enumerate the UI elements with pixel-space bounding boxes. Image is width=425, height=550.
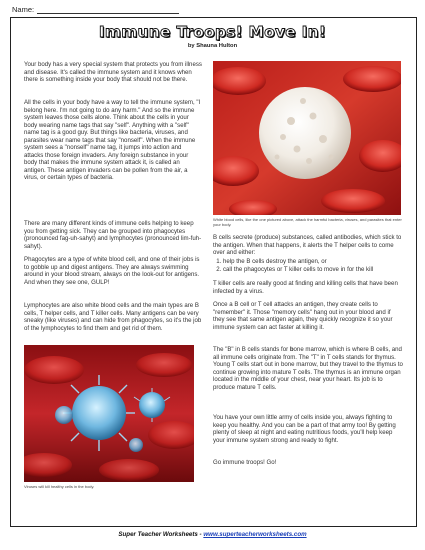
p4-start: The "B" in B cells stands for [213,346,290,353]
p4-rest: one marrow, which is where B cells, and all immune cells originate from. The "T" in T cells stands for thymus. Young T cells start out in bone marrow, but they travel to the thymus to continue growing into mature T cells. The thymus is an immune organ located in the middle of your chest, near your heart. Its job is to produce mature T cells. [213,346,403,391]
p4-bold-letter: b [289,346,294,353]
virus-caption: Viruses will kill healthy cells in the body. [24,484,95,489]
name-field [12,5,179,14]
virus-photo [24,345,194,482]
list-item: 1. help the B cells destroy the antigen, or [223,258,403,266]
right-paragraph-5: You have your own little army of cells inside you, always fighting to keep you healthy. And you can be a part of that army too! By getting plenty of sleep at night and eating nutritious foods, you'll help keep your immune system strong and ready to fight. [213,414,396,444]
white-blood-cell-photo [213,61,401,215]
white-blood-cell-caption: White blood cells, like the one pictured above, attack the harmful bacteria, viruses, and parasites that enter your body. [213,217,402,227]
left-paragraph-3: There are many different kinds of immune cells helping to keep you from getting sick. They can be grouped into phagocytes (pronounced fag-uh-sahyt) and lymphocytes (pronounced lim-fuh-sahyt). [24,220,202,250]
right-paragraph-6: Go immune troops! Go! [213,459,277,466]
footer-brand: Super Teacher Worksheets [118,531,198,538]
name-line [37,6,179,14]
footer [0,531,425,538]
right-paragraph-2: T killer cells are really good at finding and killing cells that have been infected by a virus. [213,280,398,295]
byline: by Shauna Hulton [187,43,238,49]
page-title: Immune Troops! Move In! [98,23,327,41]
right-paragraph-4 [213,346,403,391]
right-list [213,258,403,273]
left-paragraph-5: Lymphocytes are also white blood cells and the main types are B cells, T helper cells, and T killer cells. Many antigens can be very sneaky (like viruses) and can hide from phagocytes, so it's the job of the lymphocytes to find them and get rid of them. [24,302,202,332]
name-label: Name: [12,5,35,14]
right-paragraph-3: Once a B cell or T cell attacks an antigen, they create cells to "remember" it. Those "memory cells" hang out in your blood and if they see that same antigen again, they quickly recognize it so your immune system can act faster at killing it. [213,301,393,331]
right-paragraph-1: B cells secrete (produce) substances, called antibodies, which stick to the antigen. When that happens, it alerts the T helper cells to come over and either: [213,234,402,256]
left-paragraph-2: All the cells in your body have a way to tell the immune system, "I belong here. I'm not going to do any harm." And so the immune system leaves those cells alone. Think about the cells in your body wearing name tags that say "self". Anything with a "self" name tag is a good guy. But things like bacteria, viruses, and parasites wear name tags that say "nonself". When the immune system sees a "nonself" name tag, it jumps into action and attacks those foreign invaders. Any foreign substance in your body that makes the immune system attack it, is called an antigen. These antigen invaders can be pollen from the air, a virus, or certain types of bacteria. [24,99,201,181]
footer-separator: - [197,531,204,538]
left-paragraph-4: Phagocytes are a type of white blood cell, and one of their jobs is to gobble up and digest antigens. They are always swimming around in your blood stream, always on the look-out for antigens. And when they see one, GULP! [24,256,200,286]
footer-url-link[interactable]: www.superteacherworksheets.com [203,531,307,538]
left-paragraph-1: Your body has a very special system that protects you from illness and disease. It's called the immune system and it knows when there is something inside your body that should not be there. [24,61,202,83]
list-item: 2. call the phagocytes or T killer cells to move in for the kill [223,266,403,274]
